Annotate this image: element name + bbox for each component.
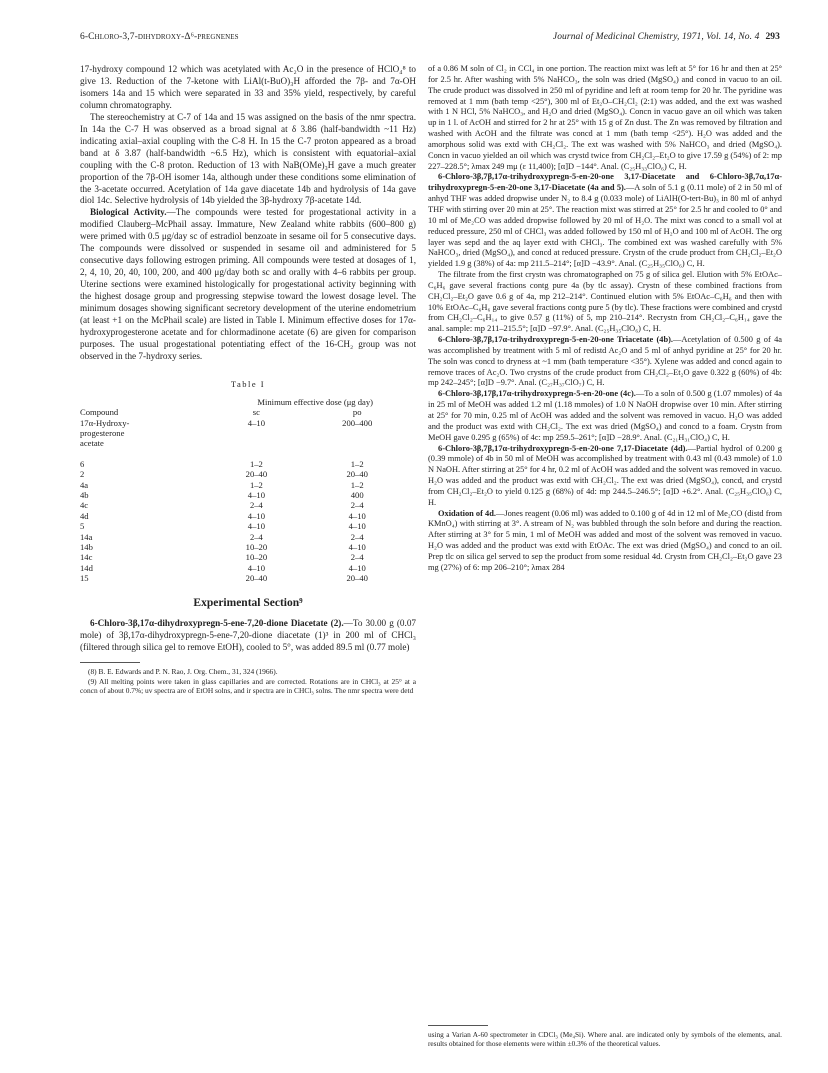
- table-cell-po: 2–4: [350, 552, 364, 563]
- table-cell-compound: 14c: [80, 552, 93, 563]
- table-cell-sc: 4–10: [247, 510, 265, 521]
- paragraph-heading: Oxidation of 4d.: [438, 508, 496, 518]
- paragraph-heading: 6-Chloro-3β,7β,17α-trihydroxypregn-5-en-20-one Triacetate (4b).: [438, 335, 674, 345]
- table-header-compound: Compound: [80, 407, 119, 418]
- table-row: [80, 438, 416, 448]
- paragraph-heading: 6-Chloro-3β,7β,17α-trihydroxypregn-5-en-20-one 3,17-Diacetate and 6-Chloro-3β,7α,17α-trihydroxypregn-5-en-20-one 3,17-Diacetate (4a and 5).: [428, 172, 782, 193]
- table-cell-po: 1–2: [350, 479, 364, 490]
- table-row: [80, 542, 416, 552]
- paragraph-heading: Biological Activity.: [90, 207, 167, 218]
- table-cell-po: 200–400: [342, 417, 373, 428]
- table-cell-sc: 4–10: [247, 490, 265, 501]
- footnote: using a Varian A-60 spectrometer in CDCl₃ (Me₄Si). Where anal. are indicated only by symbols of the elements, anal. results obtained for those elements were within ±0.3% of the theoretical values.: [428, 1030, 782, 1048]
- table-cell-sc: 2–4: [249, 500, 263, 511]
- page-number: 293: [765, 32, 780, 42]
- table-cell-sc: 4–10: [247, 417, 265, 428]
- table-row: [80, 428, 416, 438]
- table-row: [80, 500, 416, 510]
- table-cell-sc: 4–10: [247, 562, 265, 573]
- paragraph-text: —A soln of 5.1 g (0.11 mole) of 2 in 50 ml of anhyd THF was added dropwise under N₂ to 8.4 g (0.033 mole) of LiAlH(O-tert-Bu)₃ in 80 ml of anhyd THF with stirring over 20 min at 25°. The reaction mixt was stirred at 25° for 2.5 hr and cooled to 0° and 10 ml of Me₂CO was added dropwise followed by 20 ml of H₂O. The mixt was concd to a small vol at reduced pressure, 250 ml of CHCl₃ was added followed by 150 ml of H₂O and 100 ml of AcOH. The org layer was sepd and the aq layer extd with CHCl₃. The combined ext was washed carefully with 5% NaHCO₃, dried (MgSO₄), and concd at reduced pressure. Crystn of the crude product from CH₂Cl₂–Et₂O yielded 1.9 g (38%) of 4a: mp 211.5–214°; [α]D −43.9°. Anal. (C₂₅H₃₅ClO₆) C, H.: [428, 183, 782, 269]
- paragraph-text: —To 30.00 g (0.07 mole) of 3β,17α-dihydroxypregn-5-ene-7,20-dione diacetate (1)³ in 200 ml of CHCl₃ (filtered through silica gel to remove EtOH), cooled to 5°, was added 89.5 ml (0.77 mole): [80, 617, 417, 652]
- table-cell-sc: 4–10: [247, 521, 265, 532]
- table-cell-compound: 6: [80, 458, 85, 469]
- running-header: [80, 32, 780, 46]
- paragraph-heading: 6-Chloro-3β,17β,17α-trihydroxypregn-5-en-20-one (4c).: [438, 389, 636, 399]
- paragraph: [80, 207, 416, 362]
- footnote-divider: [428, 1025, 488, 1026]
- paragraph: [428, 509, 782, 574]
- table-cell-po: 4–10: [348, 521, 366, 532]
- table-cell-compound: 17α-Hydroxy-: [80, 417, 130, 428]
- header-journal: [553, 32, 780, 42]
- paragraph-heading: 6-Chloro-3β,17α-dihydroxypregn-5-ene-7,20-dione Diacetate (2).: [90, 617, 344, 628]
- table-cell-sc: [214, 438, 298, 448]
- paragraph-text: —To a soln of 0.500 g (1.07 mmoles) of 4a in 25 ml of MeOH was added 1.2 ml (1.18 mmoles) of 1.0 N NaOH dropwise over 10 min. After stirring at 25° for 70 min, 0.25 ml of AcOH was added and the solvent was removed in vacuo. H₂O was added and the product was extd with CH₂Cl₂. The ext was dried (MgSO₄) and concd to a foam. Crystn from MeOH gave 0.295 g (65%) of 4c: mp 259.5–261°; [α]D −28.9°. Anal. (C₂₁H₃₁ClO₄) C, H.: [428, 389, 782, 442]
- table-cell-compound: 5: [80, 521, 85, 532]
- paragraph: 17-hydroxy compound 12 which was acetylated with Ac₂O in the presence of HClO₄⁸ to give 13. Reduction of the 7-ketone with LiAl(t-BuO)₃H afforded the 7β- and 7α-OH isomers 14a and 15 which were separated in 33 and 35% yield, respectively, by careful column chromatography.: [80, 64, 416, 110]
- table-row: [80, 532, 416, 542]
- table-cell-sc: 10–20: [245, 542, 268, 553]
- footnote: (9) All melting points were taken in glass capillaries and are corrected. Rotations are in CHCl₃ at 25° at a concn of about 0.7%; uv spectra are of EtOH solns, and ir spectra are in CHCl₃ solns. The nmr spectra were detd: [80, 676, 416, 695]
- table-cell-po: [298, 428, 416, 438]
- journal-citation: Journal of Medicinal Chemistry, 1971, Vol. 14, No. 4: [552, 32, 760, 42]
- table-cell-sc: 2–4: [249, 531, 263, 542]
- right-column: [428, 64, 782, 574]
- footnote: (8) B. E. Edwards and P. N. Rao, J. Org. Chem., 31, 324 (1966).: [88, 666, 278, 676]
- table-row: [80, 521, 416, 531]
- table-cell-po: 20–40: [346, 573, 368, 584]
- table-row: [80, 418, 416, 428]
- table-cell-sc: 20–40: [245, 573, 268, 584]
- table-header-sc: sc: [252, 407, 260, 418]
- right-footnote: [428, 1025, 782, 1048]
- table-cell-compound: 14a: [80, 531, 93, 542]
- header-title: 6-Chloro-3,7-dihydroxy-Δ⁶-pregnenes: [80, 32, 239, 42]
- table-cell-sc: 1–2: [249, 479, 263, 490]
- table-row: [80, 480, 416, 490]
- table-header-po: po: [352, 407, 362, 418]
- paragraph-text: —Partial hydrol of 0.200 g (0.39 mmole) of 4b in 50 ml of MeOH was accomplished by treatment with 0.43 ml (0.43 mmole) of 1.0 N NaOH. After stirring at 25° for 4 hr, 0.2 ml of AcOH was added and the solvent was removed in vacuo. H₂O was added and the product was extd with CH₂Cl₂. The ext was dried (MgSO₄), concd, and crystd from CH₂Cl₂–Et₂O to yield 0.125 g (68%) of 4d: mp 244.5–246.5°; [α]D +6.2°. Anal. (C₂₅H₃₅ClO₆) C, H.: [428, 443, 782, 507]
- table-cell-compound: 15: [80, 573, 89, 584]
- paragraph-text: —Jones reagent (0.06 ml) was added to 0.100 g of 4d in 12 ml of Me₂CO (distd from KMnO₄) with stirring at 3°. A stream of N₂ was bubbled through the soln before and during the reaction. After stirring at 3° for 5 min, 1 ml of MeOH was added and most of the solvent was removed in vacuo. H₂O was added and the product was extd with EtOAc. The ext was dried (MgSO₄) and concd to an oil. Prep tlc on silica gel served to sep the product from some residual 4d. Crystn from CH₂Cl₂–Et₂O gave 23 mg (27%) of 6: mp 206–210°; λmax 284: [428, 508, 782, 572]
- table-row: [80, 511, 416, 521]
- table-cell-compound: 4a: [80, 479, 89, 490]
- table-cell-compound: 14d: [80, 562, 93, 573]
- footnotes: [80, 667, 416, 695]
- paragraph: The filtrate from the first crystn was chromatographed on 75 g of silica gel. Elution with 5% EtOAc–C₆H₆ gave several fractions contg pure 4a (by tlc assay). Crystn of these combined fractions from CH₂Cl₂–Et₂O gave 0.6 g of 4a, mp 212–214°. Continued elution with 5% EtOAc–C₆H₆ and then with 10% EtOAc–C₆H₆ gave several fractions contg pure 5 (by tlc). These fractions were combined and crystd from CH₂Cl₂–C₆H₁₄ to give 0.57 g (11%) of 5, mp 210–214°. Recrystn from CH₂Cl₂–C₆H₁₄ gave the anal. sample: mp 211–215.5°; [α]D −97.9°. Anal. (C₂₅H₃₅ClO₆) C, H.: [428, 270, 782, 334]
- table-title: Table I: [230, 378, 266, 389]
- table-cell-po: 4–10: [348, 562, 366, 573]
- table-cell-po: 4–10: [348, 510, 366, 521]
- left-column: [80, 64, 416, 696]
- paragraph: The stereochemistry at C-7 of 14a and 15 was assigned on the basis of the nmr spectra. In 14a the C-7 H was observed as a broad signal at δ 3.86 (half-bandwidth ~11 Hz) indicating axial–axial coupling with the C-8 H. In 15 the C-7 proton appeared as a broad band at δ 3.87 (half-bandwidth ~6.5 Hz), which is consistent with equatorial–axial coupling with the C-8 proton. Reduction of 13 with NaB(OMe)₃H gave a much greater proportion of the 7β-OH isomer 14a, although under these conditions some elimination of the 3-acetate occurred. Acetylation of 14a gave diacetate 14b and hydrolysis of 14a gave diol 14c. Selective hydrolysis of 14b yielded the 3β-hydroxy 7β-acetate 14d.: [80, 111, 416, 206]
- paragraph: of a 0.86 M soln of Cl₂ in CCl₄ in one portion. The reaction mixt was left at 5° for 16 hr and then at 25° for 2.5 hr. After washing with 5% NaHCO₃, the soln was dried (MgSO₄) and concd in vacuo to an oil. The crude product was dissolved in 250 ml of pyridine and left at room temp for 20 hr. The pyridine was removed at 1 mm (bath temp <25°), 300 ml of Et₂O–CH₂Cl₂ (2:1) was added, and the ext was washed with 1 N HCl, 5% NaHCO₃, and H₂O and dried (MgSO₄). Concn in vacuo gave an oil which was taken up in 1 l. of AcOH and stirred for 2 hr at 25° with 15 g of Zn dust. The Zn was removed by filtration and washed with AcOH and the filtrate was concd at 1 mm (bath temp <25°). H₂O was added and the amorphous solid was extd with CH₂Cl₂. The ext was washed with 5% NaHCO₃ and dried (MgSO₄). Concn in vacuo yielded an oil which was crystd twice from CH₂Cl₂–Et₂O to give 17.59 g (54%) of 2: mp 227–228.5°; λmax 249 mμ (ε 11,400); [α]D −144°. Anal. (C₂₅H₃₃ClO₆) C, H.: [428, 64, 782, 171]
- table-row: [80, 449, 416, 469]
- table-row: [80, 563, 416, 573]
- table-cell-po: 20–40: [346, 469, 368, 480]
- table-row: [80, 552, 416, 562]
- table-row: [80, 490, 416, 500]
- table-cell-po: 2–4: [350, 531, 364, 542]
- table-cell-compound: 2: [80, 469, 85, 480]
- paragraph-text: —The compounds were tested for progestational activity in a modified Clauberg–McPhail assay. Immature, New Zealand white rabbits (600–800 g) were primed with 0.5 μg/day sc of estradiol benzoate in sesame oil for 5 consecutive days. The compounds were dissolved or suspended in sesame oil and administered for 5 consecutive days following estrogen priming. All compounds were tested at dosages of 1, 2, 4, 10, 20, 40, 100, 200, and 400 μg/day both sc and orally with 4–6 rabbits per group. Uterine sections were examined histologically for progestational activity beginning with the highest dosage group and progressing stepwise toward the lowest dosage level. The minimum dosages showing significant secretory development of the uterine endometrium (at least +1 on the McPhail scale) are listed in Table I. Minimum effective doses for 17α-hydroxyprogesterone acetate and for chlormadinone acetate (6) are given for comparison purposes. The usual progestational potentiating effect of the 16-CH₂ group was not observed in the 7-hydroxy series.: [80, 207, 416, 361]
- table-cell-sc: 1–2: [249, 458, 263, 469]
- table-cell-compound: 4c: [80, 500, 89, 511]
- table-cell-compound: acetate: [80, 438, 104, 449]
- table-cell-compound: progesterone: [80, 428, 125, 438]
- paragraph: [80, 618, 416, 654]
- paragraph: [428, 389, 782, 443]
- table-cell-compound: 14b: [80, 542, 93, 553]
- table-row: [80, 573, 416, 583]
- table-cell-compound: 4d: [80, 510, 89, 521]
- table-body: [80, 418, 416, 584]
- table-cell-compound: 4b: [80, 490, 89, 501]
- paragraph: [428, 172, 782, 270]
- table-cell-po: [298, 438, 416, 448]
- table-header-dose: Minimum effective dose (μg day): [257, 396, 374, 407]
- table-cell-sc: 10–20: [245, 552, 268, 563]
- paragraph: [428, 335, 782, 389]
- paragraph-heading: 6-Chloro-3β,7β,17α-trihydroxypregn-5-en-20-one 7,17-Diacetate (4d).: [438, 443, 688, 453]
- table-cell-po: 4–10: [348, 542, 366, 553]
- table-cell-sc: [214, 428, 298, 438]
- table-cell-po: 400: [350, 490, 364, 501]
- footnote-divider: [80, 662, 140, 663]
- paragraph-text: —Acetylation of 0.500 g of 4a was accomplished by treatment with 5 ml of redistd Ac₂O and 5 ml of anhyd pyridine at 25° for 20 hr. The soln was concd to dryness at ~1 mm (bath temperature <35°). Xylene was added and concd again to remove traces of Ac₂O. Two crystns of the crude product from CH₂Cl₂–Et₂O gave 0.322 g (60%) of 4b: mp 242–245°; [α]D −9.7°. Anal. (C₂₇H₃₇ClO₇) C, H.: [428, 335, 782, 388]
- table-cell-po: 2–4: [350, 500, 364, 511]
- table-cell-sc: 20–40: [245, 469, 268, 480]
- section-heading: Experimental Section⁹: [193, 596, 303, 609]
- table-row: [80, 469, 416, 479]
- paragraph: [428, 444, 782, 509]
- results-table: [80, 397, 416, 584]
- table-cell-po: 1–2: [350, 458, 364, 469]
